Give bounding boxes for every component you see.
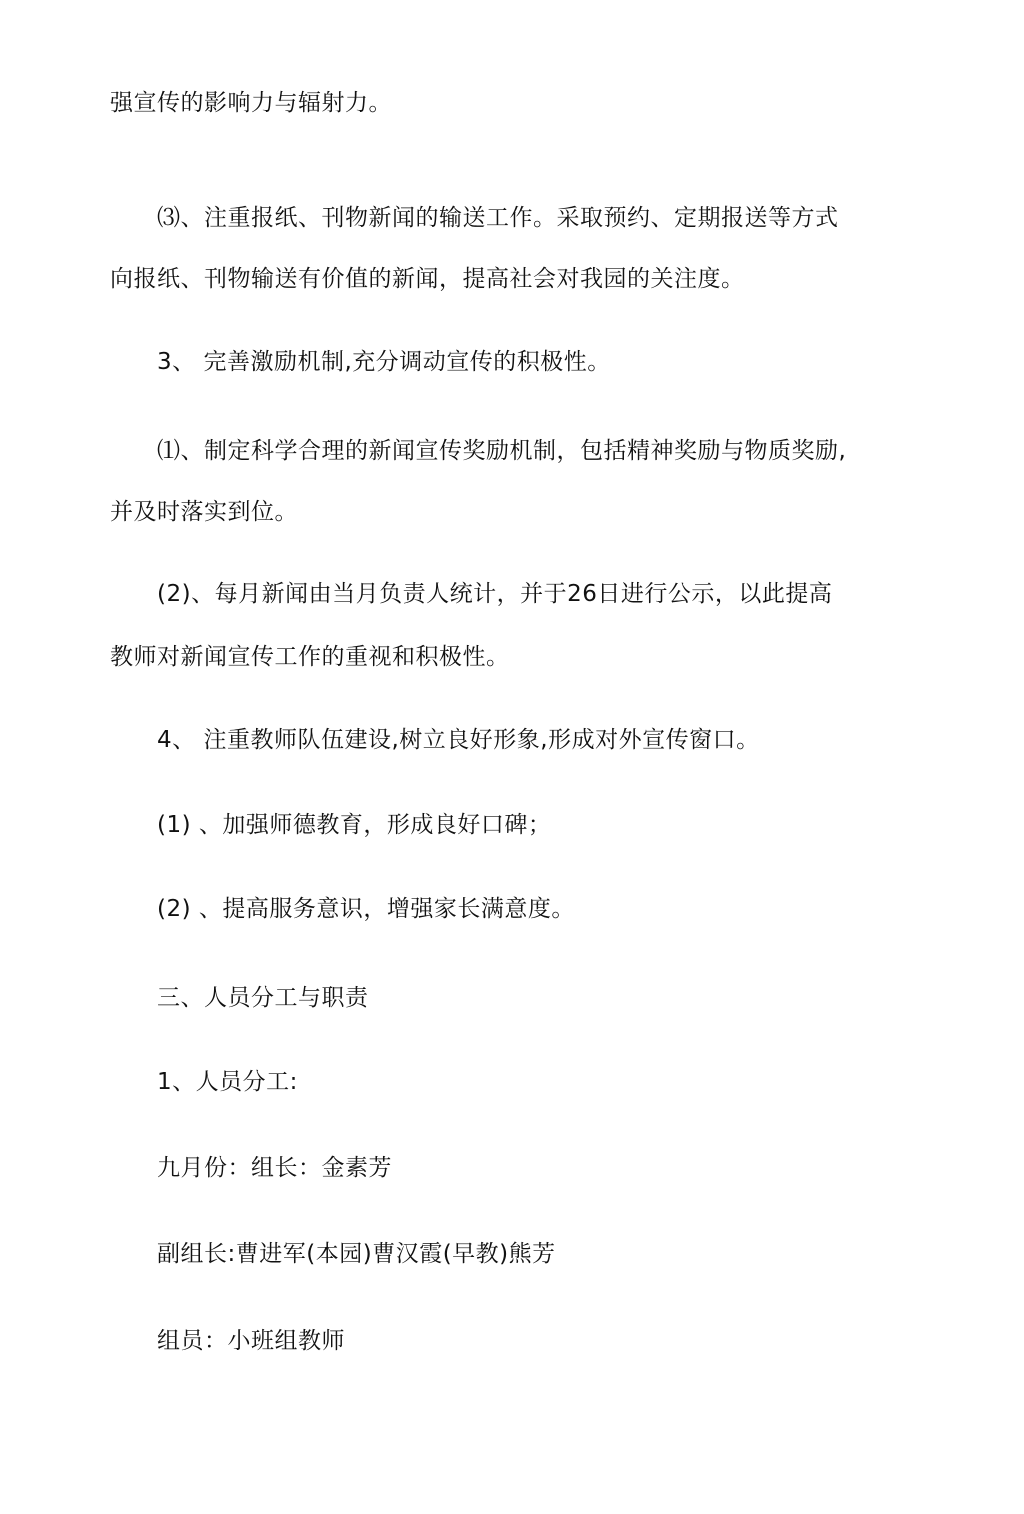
- subheading-staff-division: 1、人员分工:: [157, 1069, 298, 1095]
- paragraph-line-7: (2)、每月新闻由当月负责人统计，并于26日进行公示，以此提高: [157, 581, 833, 607]
- section-heading-3: 3、 完善激励机制,充分调动宣传的积极性。: [157, 349, 611, 375]
- paragraph-line-1: 强宣传的影响力与辐射力。: [110, 90, 392, 116]
- paragraph-line-5: ⑴、制定科学合理的新闻宣传奖励机制，包括精神奖励与物质奖励,: [157, 438, 847, 464]
- september-leader-line: 九月份：组长：金素芳: [157, 1155, 392, 1181]
- list-item-1: (1) 、加强师德教育，形成良好口碑；: [157, 812, 552, 838]
- paragraph-line-8: 教师对新闻宣传工作的重视和积极性。: [110, 644, 510, 670]
- paragraph-line-3: 向报纸、刊物输送有价值的新闻，提高社会对我园的关注度。: [110, 266, 745, 292]
- members-line: 组员：小班组教师: [157, 1328, 345, 1354]
- list-item-2: (2) 、提高服务意识，增强家长满意度。: [157, 896, 575, 922]
- paragraph-line-2: ⑶、注重报纸、刊物新闻的输送工作。采取预约、定期报送等方式: [157, 205, 839, 231]
- section-heading-three: 三、人员分工与职责: [157, 985, 369, 1011]
- deputy-leader-line: 副组长:曹进军(本园)曹汉霞(早教)熊芳: [157, 1241, 556, 1267]
- paragraph-line-6: 并及时落实到位。: [110, 499, 298, 525]
- section-heading-4: 4、 注重教师队伍建设,树立良好形象,形成对外宣传窗口。: [157, 727, 760, 753]
